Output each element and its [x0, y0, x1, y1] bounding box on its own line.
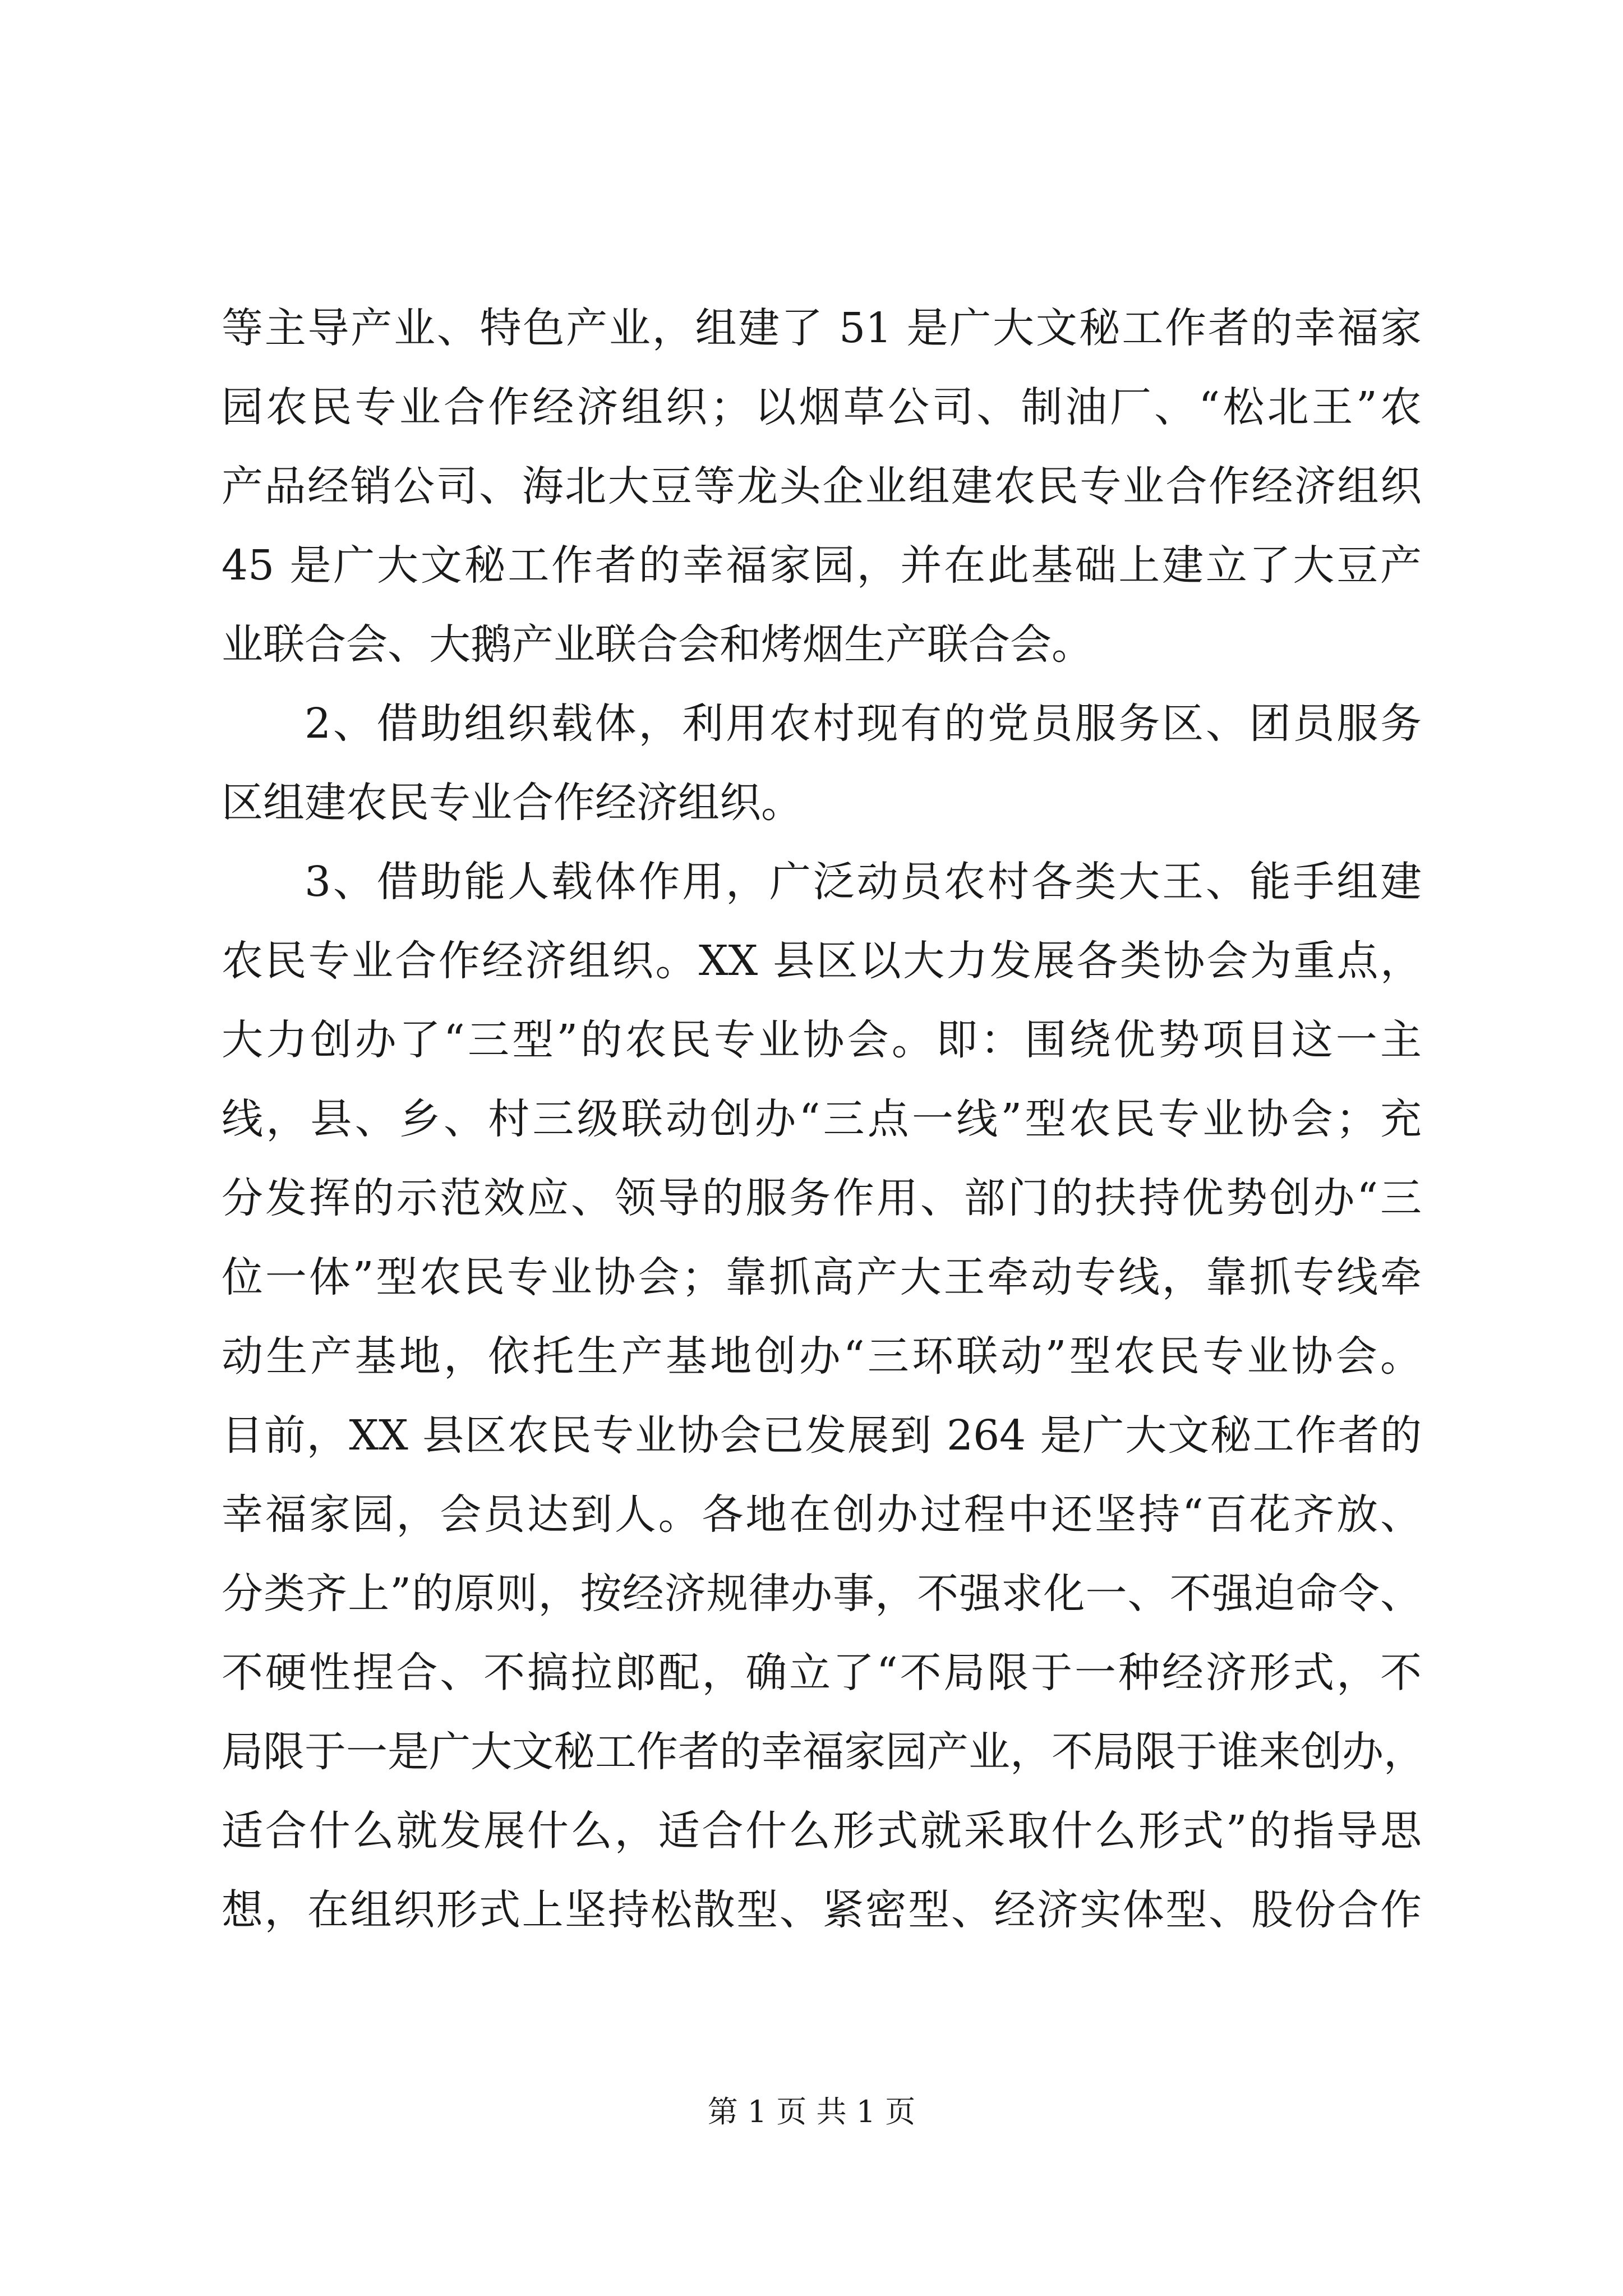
body-line: 业联合会、大鹅产业联合会和烤烟生产联合会。	[222, 620, 1093, 669]
page-footer: 第 1 页 共 1 页	[707, 2094, 916, 2129]
document-body	[222, 289, 1425, 1950]
body-line: 45 是广大文秘工作者的幸福家园，并在此基础上建立了大豆产	[222, 541, 1422, 590]
body-line: 动生产基地，依托生产基地创办“三环联动”型农民专业协会。	[222, 1332, 1422, 1381]
body-line: 农民专业合作经济组织。XX 县区以大力发展各类协会为重点，	[222, 937, 1422, 985]
body-line: 等主导产业、特色产业，组建了 51 是广大文秘工作者的幸福家	[222, 304, 1422, 352]
body-line: 局限于一是广大文秘工作者的幸福家园产业，不局限于谁来创办，	[222, 1728, 1425, 1776]
body-line: 适合什么就发展什么，适合什么形式就采取什么形式”的指导思	[222, 1807, 1422, 1855]
body-line: 分类齐上”的原则，按经济规律办事，不强求化一、不强迫命令、	[222, 1570, 1422, 1618]
body-line: 园农民专业合作经济组织；以烟草公司、制油厂、“松北王”农	[222, 383, 1422, 431]
body-line: 区组建农民专业合作经济组织。	[222, 779, 803, 827]
body-line: 分发挥的示范效应、领导的服务作用、部门的扶持优势创办“三	[222, 1174, 1422, 1222]
body-line: 位一体”型农民专业协会；靠抓高产大王牵动专线，靠抓专线牵	[222, 1253, 1422, 1301]
body-line: 线，县、乡、村三级联动创办“三点一线”型农民专业协会；充	[222, 1095, 1422, 1143]
body-line: 幸福家园，会员达到人。各地在创办过程中还坚持“百花齐放、	[222, 1490, 1422, 1539]
body-line: 大力创办了“三型”的农民专业协会。即：围绕优势项目这一主	[222, 1016, 1422, 1064]
body-line: 产品经销公司、海北大豆等龙头企业组建农民专业合作经济组织	[222, 462, 1422, 510]
body-line: 不硬性捏合、不搞拉郎配，确立了“不局限于一种经济形式，不	[222, 1649, 1422, 1697]
paragraph-start-line: 3、借助能人载体作用，广泛动员农村各类大王、能手组建	[305, 858, 1422, 906]
body-line: 目前，XX 县区农民专业协会已发展到 264 是广大文秘工作者的	[222, 1411, 1422, 1460]
body-line: 想，在组织形式上坚持松散型、紧密型、经济实体型、股份合作	[222, 1886, 1422, 1934]
paragraph-start-line: 2、借助组织载体，利用农村现有的党员服务区、团员服务	[305, 700, 1422, 748]
